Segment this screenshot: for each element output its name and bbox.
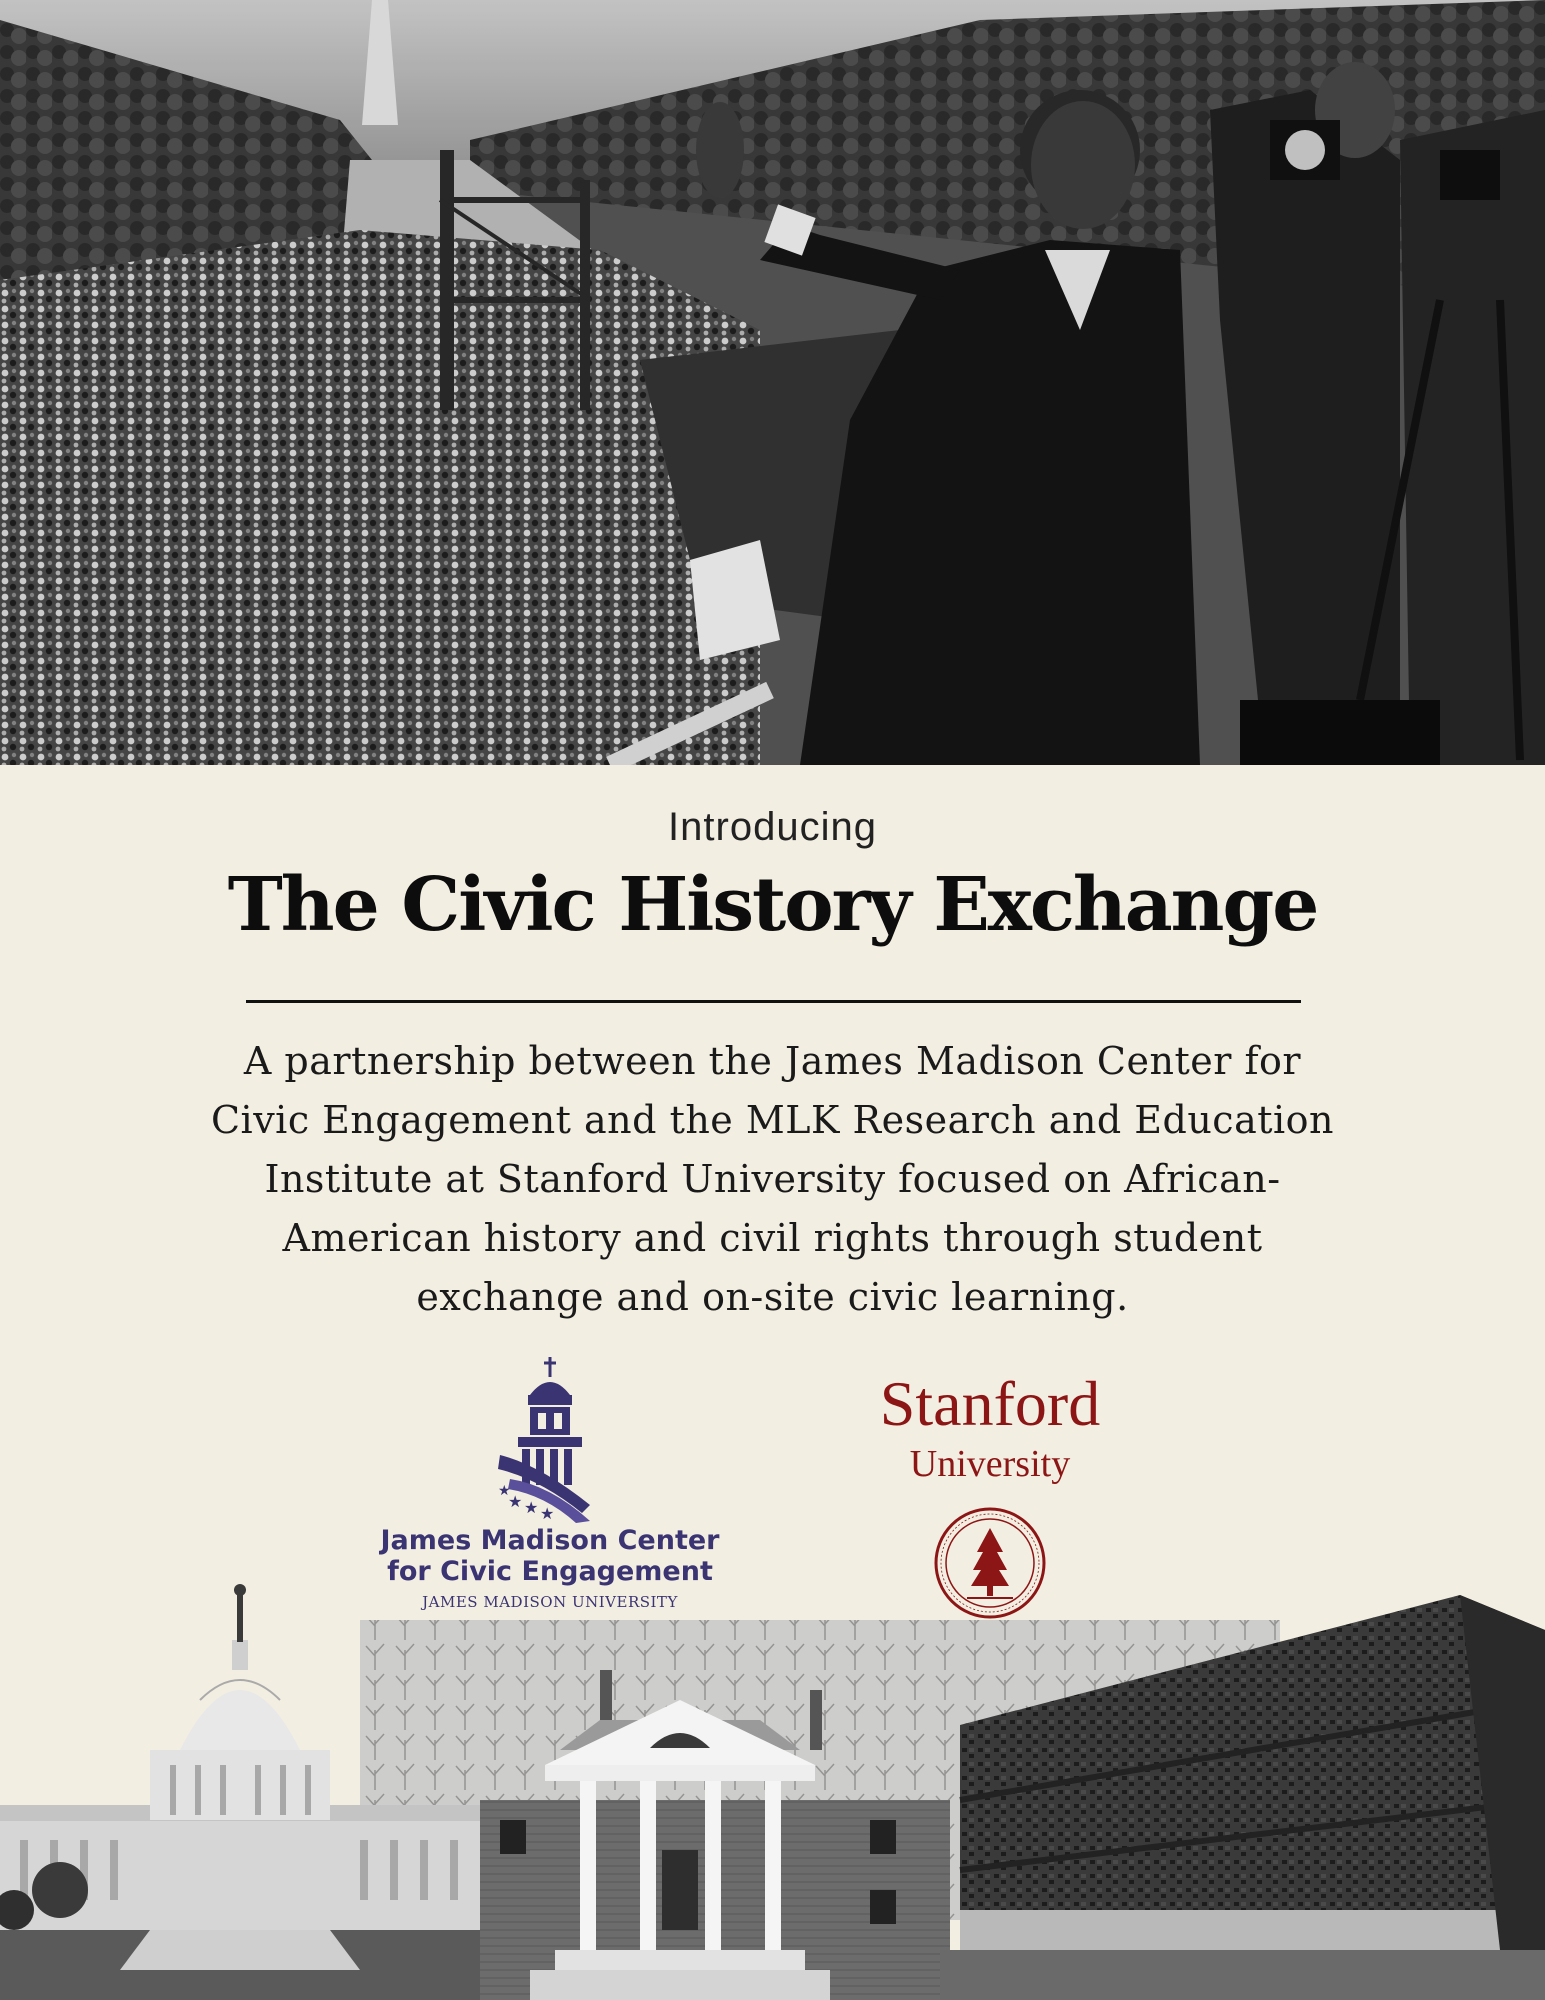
stanford-subtitle: University xyxy=(909,1443,1071,1485)
stanford-wordmark: Stanford xyxy=(879,1368,1101,1439)
description-line: A partnership between the James Madison Center for xyxy=(243,1039,1302,1083)
landmark-collage xyxy=(0,1550,1545,2000)
hero-photo xyxy=(0,0,1545,765)
svg-text:★: ★ xyxy=(540,1504,555,1523)
intro-kicker: Introducing xyxy=(668,805,877,849)
partnership-description xyxy=(130,1032,1415,1327)
description-line: exchange and on-site civic learning. xyxy=(416,1275,1129,1319)
title-divider xyxy=(246,1000,1301,1003)
jmu-university-name: JAMES MADISON UNIVERSITY xyxy=(422,1593,678,1611)
svg-text:★: ★ xyxy=(498,1483,511,1499)
description-line: Institute at Stanford University focused on African- xyxy=(264,1157,1281,1201)
description-line: American history and civil rights through student xyxy=(282,1216,1263,1260)
svg-text:★: ★ xyxy=(524,1498,539,1517)
crowd-photo-icon xyxy=(0,0,1545,765)
description-line: Civic Engagement and the MLK Research and Education xyxy=(210,1098,1335,1142)
svg-text:★: ★ xyxy=(508,1492,523,1511)
cupola-star-icon xyxy=(490,1355,610,1525)
jmu-center-name-line2: for Civic Engagement xyxy=(387,1556,713,1587)
jmu-center-name-line1: James Madison Center xyxy=(380,1525,720,1556)
page-title: The Civic History Exchange xyxy=(227,862,1318,948)
